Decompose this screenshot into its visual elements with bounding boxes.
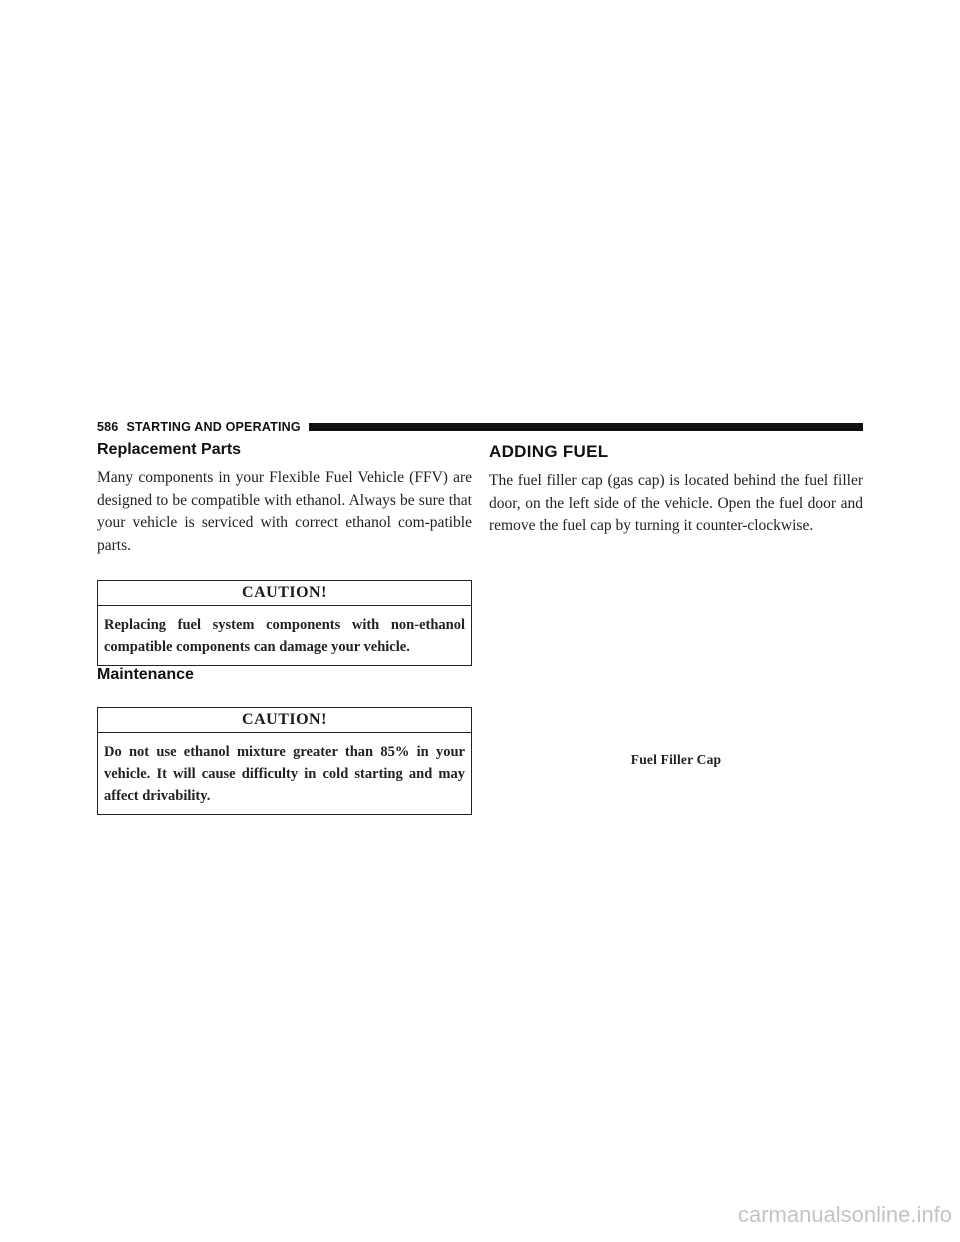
caution-title: CAUTION! <box>98 708 471 733</box>
replacement-parts-paragraph: Many components in your Flexible Fuel Vehicle (FFV) are designed to be compatible with ethanol. Always be sure that your vehicle is serviced with correct ethanol com-patible parts. <box>97 469 472 554</box>
page-header <box>97 419 863 435</box>
caution-text: Do not use ethanol mixture greater than 85% in your vehicle. It will cause difficulty in cold starting and may affect drivability. <box>104 744 465 804</box>
adding-fuel-paragraph: The fuel filler cap (gas cap) is located behind the fuel filler door, on the left side of the vehicle. Open the fuel door and remove the fuel cap by turning it counter-clockwise. <box>489 472 863 534</box>
left-column <box>97 441 472 815</box>
maintenance-heading: Maintenance <box>97 666 194 683</box>
fuel-filler-cap-figure <box>489 544 863 752</box>
caution-box-ethanol-mixture <box>97 707 472 815</box>
adding-fuel-heading: ADDING FUEL <box>489 442 609 461</box>
caution-box-fuel-components <box>97 580 472 666</box>
section-title: STARTING AND OPERATING <box>126 420 301 434</box>
watermark-text: carmanualsonline.info <box>737 1202 952 1227</box>
caution-title: CAUTION! <box>98 581 471 606</box>
page-number: 586 <box>97 420 119 434</box>
caution-text: Replacing fuel system components with non-ethanol compatible components can damage your vehicle. <box>104 617 465 655</box>
right-column <box>489 441 863 768</box>
replacement-parts-heading: Replacement Parts <box>97 441 242 458</box>
header-rule <box>309 423 863 431</box>
figure-caption: Fuel Filler Cap <box>630 751 722 767</box>
